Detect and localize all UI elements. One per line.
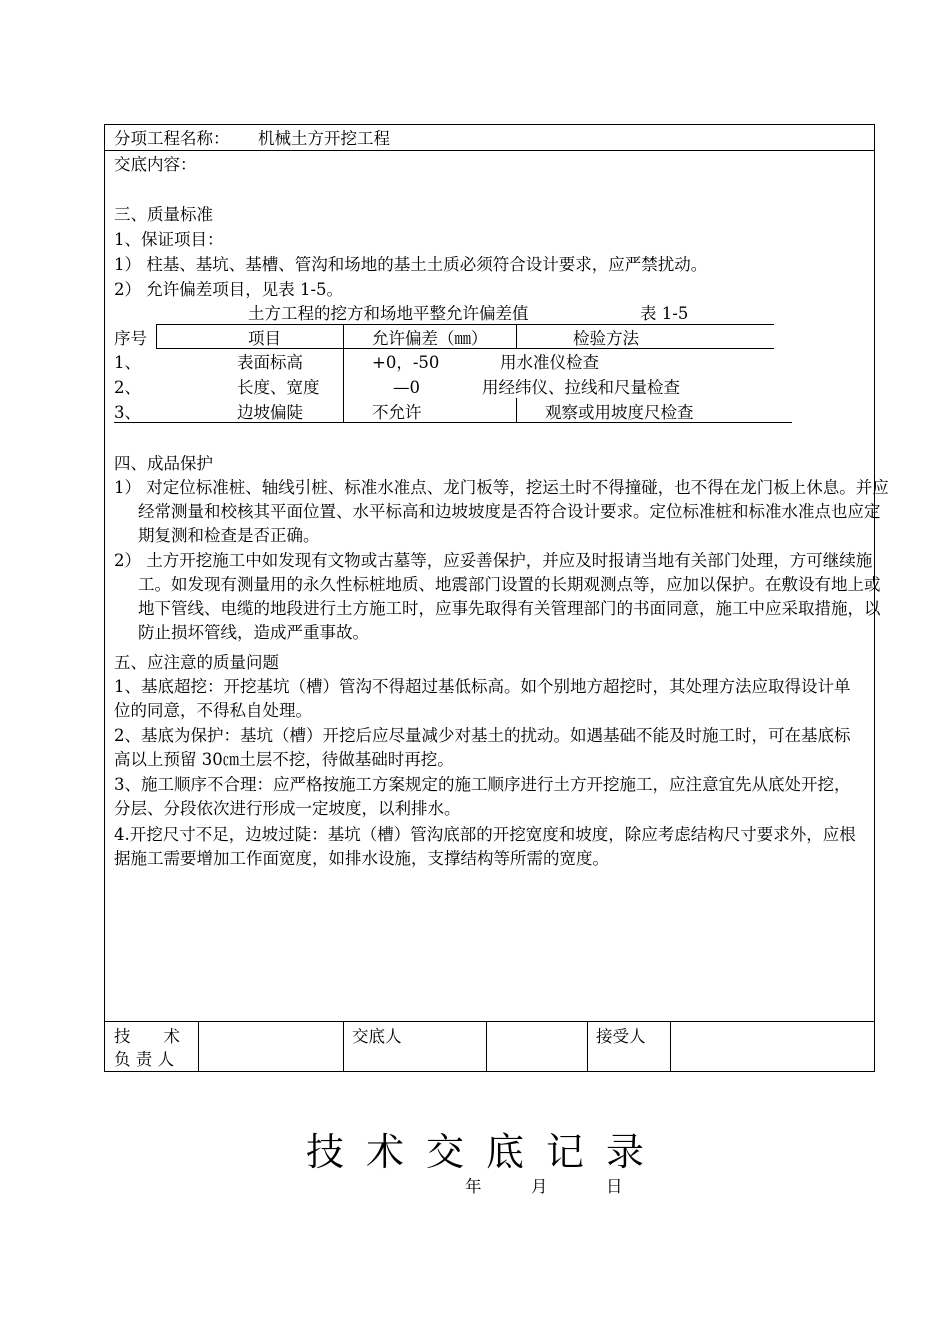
date-day: 日 bbox=[606, 1177, 623, 1196]
issues-heading: 五、应注意的质量问题 bbox=[114, 653, 279, 672]
table-col-divider-1 bbox=[156, 324, 157, 348]
issues-item-4: 4.开挖尺寸不足，边坡过陡：基坑（槽）管沟底部的开挖宽度和坡度，除应考虑结构尺寸要求外，应根据施工需要增加工作面宽度，如排水设施，支撑结构等所需的宽度。 bbox=[114, 825, 856, 868]
table-row-3-method: 观察或用坡度尺检查 bbox=[545, 403, 694, 422]
protection-heading: 四、成品保护 bbox=[114, 454, 213, 473]
col-header-tolerance: 允许偏差（㎜） bbox=[372, 329, 488, 348]
table-header-rule bbox=[156, 348, 774, 349]
guarantee-heading: 1、保证项目： bbox=[114, 230, 224, 249]
col-header-method: 检验方法 bbox=[573, 329, 639, 348]
date-year: 年 bbox=[465, 1177, 482, 1196]
signature-col-2 bbox=[343, 1021, 344, 1072]
table-row-2-item: 长度、宽度 bbox=[237, 378, 320, 397]
quality-heading: 三、质量标准 bbox=[114, 205, 213, 224]
table-row-1-method: 用水准仪检查 bbox=[500, 353, 599, 372]
protection-item-1: 1） 对定位标准桩、轴线引桩、标准水准点、龙门板等，挖运土时不得撞碰，也不得在龙门板上休息。并应经常测量和校核其平面位置、水平标高和边坡坡度是否符合设计要求。定位标准桩和标准水准点也应定期复测和检查是否正确。 bbox=[114, 478, 889, 545]
table-row-3-index: 3、 bbox=[114, 403, 141, 422]
table-row-2-index: 2、 bbox=[114, 378, 141, 397]
discloser-label: 交底人 bbox=[352, 1027, 402, 1046]
table-row-3-item: 边坡偏陡 bbox=[237, 403, 303, 422]
protection-item-2: 2） 土方开挖施工中如发现有文物或古墓等，应妥善保护，并应及时报请当地有关部门处理，方可继续施工。如发现有测量用的永久性标桩地质、地震部门设置的长期观测点等，应加以保护。在敷设有地上或地下管线、电缆的地段进行土方施工时，应事先取得有关管理部门的书面同意，施工中应采取措施，以防止损坏管线，造成严重事故。 bbox=[114, 551, 881, 642]
document-title: 技术交底记录 bbox=[305, 1130, 666, 1174]
col-header-item: 项目 bbox=[248, 329, 281, 348]
table-row-1-index: 1、 bbox=[114, 353, 141, 372]
table-bottom-rule bbox=[114, 422, 792, 423]
table-row-1-item: 表面标高 bbox=[237, 353, 303, 372]
tech-lead-label-line-2: 负 责 人 bbox=[114, 1050, 174, 1069]
header-divider bbox=[104, 150, 875, 151]
table-caption: 土方工程的挖方和场地平整允许偏差值 bbox=[248, 304, 529, 323]
table-col-divider-3 bbox=[516, 324, 517, 348]
signature-row-divider bbox=[104, 1021, 875, 1022]
receiver-label: 接受人 bbox=[596, 1027, 646, 1046]
table-col-divider-2 bbox=[343, 324, 344, 422]
issues-item-3: 3、施工顺序不合理：应严格按施工方案规定的施工顺序进行土方开挖施工，应注意宜先从底处开挖，分层、分段依次进行形成一定坡度，以利排水。 bbox=[114, 775, 851, 818]
tech-lead-label-line-1: 技 术 bbox=[114, 1027, 180, 1046]
content-label: 交底内容： bbox=[114, 155, 197, 174]
date-month: 月 bbox=[531, 1177, 548, 1196]
table-row-2-method: 用经纬仪、拉线和尺量检查 bbox=[482, 378, 680, 397]
signature-col-3 bbox=[486, 1021, 487, 1072]
table-col-divider-4 bbox=[516, 398, 517, 422]
project-name-label: 分项工程名称： bbox=[114, 129, 230, 148]
project-name-value: 机械土方开挖工程 bbox=[258, 129, 390, 148]
table-row-3-tolerance: 不允许 bbox=[372, 403, 422, 422]
table-row-2-tolerance: —0 bbox=[393, 378, 420, 397]
signature-col-5 bbox=[670, 1021, 671, 1072]
guarantee-item-2: 2） 允许偏差项目，见表 1-5。 bbox=[114, 280, 344, 299]
issues-item-2: 2、基底为保护：基坑（槽）开挖后应尽量减少对基土的扰动。如遇基础不能及时施工时，可在基底标高以上预留 30㎝土层不挖，待做基础时再挖。 bbox=[114, 726, 851, 769]
signature-col-1 bbox=[198, 1021, 199, 1072]
signature-col-4 bbox=[587, 1021, 588, 1072]
guarantee-item-1: 1） 柱基、基坑、基槽、管沟和场地的基土土质必须符合设计要求，应严禁扰动。 bbox=[114, 255, 708, 274]
table-top-rule bbox=[156, 324, 774, 325]
issues-item-1: 1、基底超挖：开挖基坑（槽）管沟不得超过基低标高。如个别地方超挖时，其处理方法应取得设计单位的同意，不得私自处理。 bbox=[114, 677, 851, 720]
table-row-1-tolerance: +0，-50 bbox=[372, 353, 440, 372]
table-number: 表 1-5 bbox=[640, 304, 689, 323]
col-header-index: 序号 bbox=[114, 329, 147, 348]
